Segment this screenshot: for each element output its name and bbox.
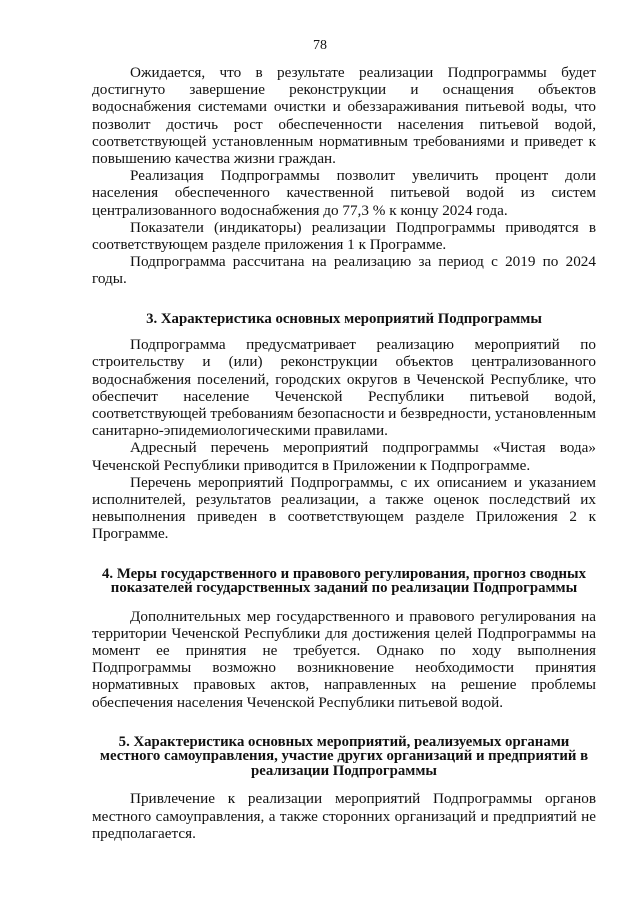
section-4-heading-line: 4. Меры государственного и правового регулирования, прогноз сводных (102, 565, 586, 582)
section-5-paragraph: Привлечение к реализации мероприятий Подпрограммы органов местного самоуправления, а также сторонних организаций и предприятий не предполагается. (92, 790, 596, 842)
section-3-paragraph: Подпрограмма предусматривает реализацию мероприятий по строительству и (или) реконструкции объектов централизованного водоснабжения поселений, городских округов в Чеченской Республике, что обеспечит население Чеченской Республики питьевой водой, соответствующей требованиям безопасности и безвредности, установленным санитарно-эпидемиологическими правилами. (92, 336, 596, 440)
intro-paragraph: Реализация Подпрограммы позволит увеличить процент доли населения обеспеченного качественной питьевой водой из систем централизованного водоснабжения до 77,3 % к концу 2024 года. (92, 167, 596, 219)
section-4-paragraph: Дополнительных мер государственного и правового регулирования на территории Чеченской Республики для достижения целей Подпрограммы на момент ее принятия не требуется. Однако по ходу выполнения Подпрограммы возможно возникновение необходимости принятия нормативных правовых актов, направленных на решение проблемы обеспечения населения Чеченской Республики питьевой водой. (92, 607, 596, 711)
section-5-heading-line: местного самоуправления, участие других организаций и предприятий в (99, 748, 589, 765)
section-4-heading-line: показателей государственных заданий по реализации Подпрограммы (110, 580, 578, 597)
page-content (92, 64, 596, 842)
section-3-paragraph: Перечень мероприятий Подпрограммы, с их описанием и указанием исполнителей, результатов реализации, а также оценок последствий их невыполнения приведен в соответствующем разделе Приложения 2 к Программе. (92, 473, 596, 543)
section-3-heading: 3. Характеристика основных мероприятий Подпрограммы (146, 310, 542, 327)
intro-paragraph: Подпрограмма рассчитана на реализацию за период с 2019 по 2024 годы. (92, 253, 596, 288)
section-3-paragraph: Адресный перечень мероприятий подпрограммы «Чистая вода» Чеченской Республики приводится в Приложении к Подпрограмме. (92, 439, 596, 474)
section-5-heading (92, 735, 596, 779)
page-number: 78 (313, 38, 327, 53)
intro-paragraph: Показатели (индикаторы) реализации Подпрограммы приводятся в соответствующем разделе приложения 1 к Программе. (92, 218, 596, 254)
section-4-heading (92, 567, 596, 596)
section-5-heading-line: реализации Подпрограммы (251, 762, 437, 779)
section-5-heading-line: 5. Характеристика основных мероприятий, реализуемых органами (118, 733, 570, 750)
intro-paragraph: Ожидается, что в результате реализации Подпрограммы будет достигнуто завершение реконструкции и оснащения объектов водоснабжения системами очистки и обеззараживания питьевой воды, что позволит достичь рост обеспеченности населения питьевой водой, соответствующей установленным нормативным требованиями и приведет к повышению качества жизни граждан. (92, 64, 596, 168)
